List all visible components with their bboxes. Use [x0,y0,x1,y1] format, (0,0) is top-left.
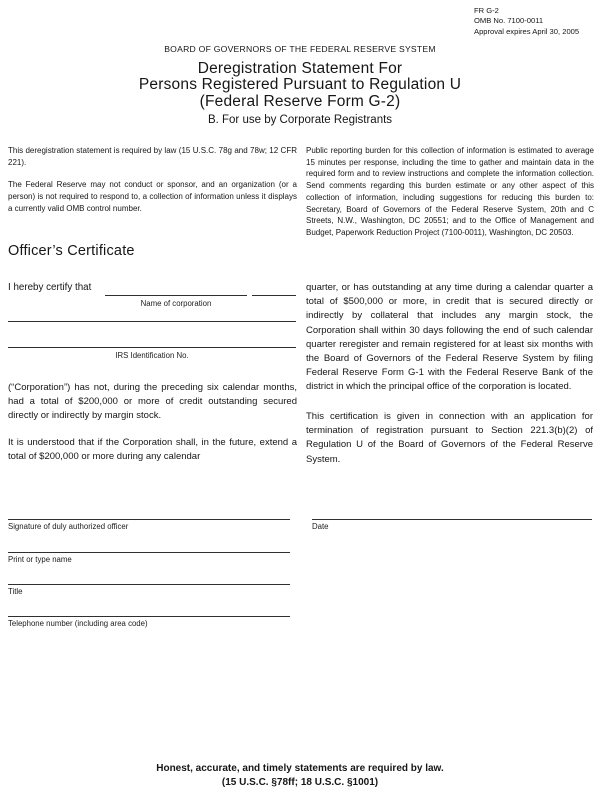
form-title-block [0,61,600,126]
form-title-line2: Persons Registered Pursuant to Regulation U [138,76,462,94]
irs-identification-label: IRS Identification No. [115,351,189,360]
signature-field[interactable] [8,519,290,520]
irs-identification-field[interactable] [8,347,296,348]
certificate-left-paragraph-2: It is understood that if the Corporation shall, in the future, extend a total of $200,000 or more during any calendar [8,437,297,463]
form-subtitle: B. For use by Corporate Registrants [207,113,393,126]
certificate-right-paragraph-2: This certification is given in connection with an application for termination of registration pursuant to Section 221.3(b)(2) of Regulation U of the Board of Governors of the Federal Reserve System. [306,411,593,465]
name-of-corporation-field-segment[interactable] [252,295,296,296]
telephone-field[interactable] [8,616,290,617]
telephone-label: Telephone number (including area code) [8,619,148,628]
signature-label: Signature of duly authorized officer [8,522,129,531]
name-of-corporation-field[interactable] [105,295,247,296]
form-meta-block [474,6,579,37]
certificate-right-paragraph-1: quarter, or has outstanding at any time during a calendar quarter a total of $500,000 or more, in credit that is secured directly or indirectly by collateral that includes any margin stock, the Corporation shall within 30 days following the end of such calendar quarter reregister and remain registered for at least six months with the Board of Governors of the Federal Reserve System by filing Federal Reserve Form G-1 with the Federal Reserve Bank of the district in which the principal office of the corporation is located. [306,282,593,393]
title-label: Title [8,587,23,596]
title-field[interactable] [8,584,290,585]
form-title-line1: Deregistration Statement For [197,60,403,77]
legal-footer-line2: (15 U.S.C. §78ff; 18 U.S.C. §1001) [221,776,379,788]
intro-left-paragraph-1: This deregistration statement is required by law (15 U.S.C. 78g and 78w; 12 CFR 221). [8,146,297,167]
certificate-left-paragraph-1: (“Corporation”) has not, during the preceding six calendar months, had a total of $200,000 or more of credit outstanding secured directly or indirectly by margin stock. [8,382,297,422]
date-field[interactable] [312,519,592,520]
print-name-field[interactable] [8,552,290,553]
print-name-label: Print or type name [8,555,72,564]
date-label: Date [312,522,329,531]
intro-left-column [8,145,297,226]
legal-footer-line1: Honest, accurate, and timely statements are required by law. [156,763,444,774]
certify-lead-text: I hereby certify that [8,282,92,293]
omb-number: OMB No. 7100-0011 [474,16,544,26]
approval-expiry: Approval expires April 30, 2005 [474,26,580,36]
certificate-heading: Officer’s Certificate [8,243,135,259]
corporation-name-continuation-field[interactable] [8,321,296,322]
legal-footer [0,762,600,790]
agency-name: BOARD OF GOVERNORS OF THE FEDERAL RESERVE SYSTEM [164,44,436,54]
intro-left-paragraph-2: The Federal Reserve may not conduct or sponsor, and an organization (or a person) is not required to respond to, a collection of information unless it displays a currently valid OMB control number. [8,180,297,213]
form-title-line3: (Federal Reserve Form G-2) [199,92,401,110]
intro-right-column [306,145,594,250]
name-of-corporation-label: Name of corporation [140,299,212,308]
form-number: FR G-2 [474,6,499,15]
paperwork-burden-paragraph: Public reporting burden for this collection of information is estimated to average 15 minutes per response, including the time to gather and maintain data in the required form and to review instructions and complete the information collection. Send comments regarding this burden estimate or any other aspect of this collection of information, including suggestions for reducing this burden to: Secretary, Board of Governors of the Federal Reserve System, 20th and C Streets, N.W., Washington, DC 20551; and to the Office of Management and Budget, Paperwork Reduction Project (7100-0011), Washington, DC 20503. [306,146,594,237]
